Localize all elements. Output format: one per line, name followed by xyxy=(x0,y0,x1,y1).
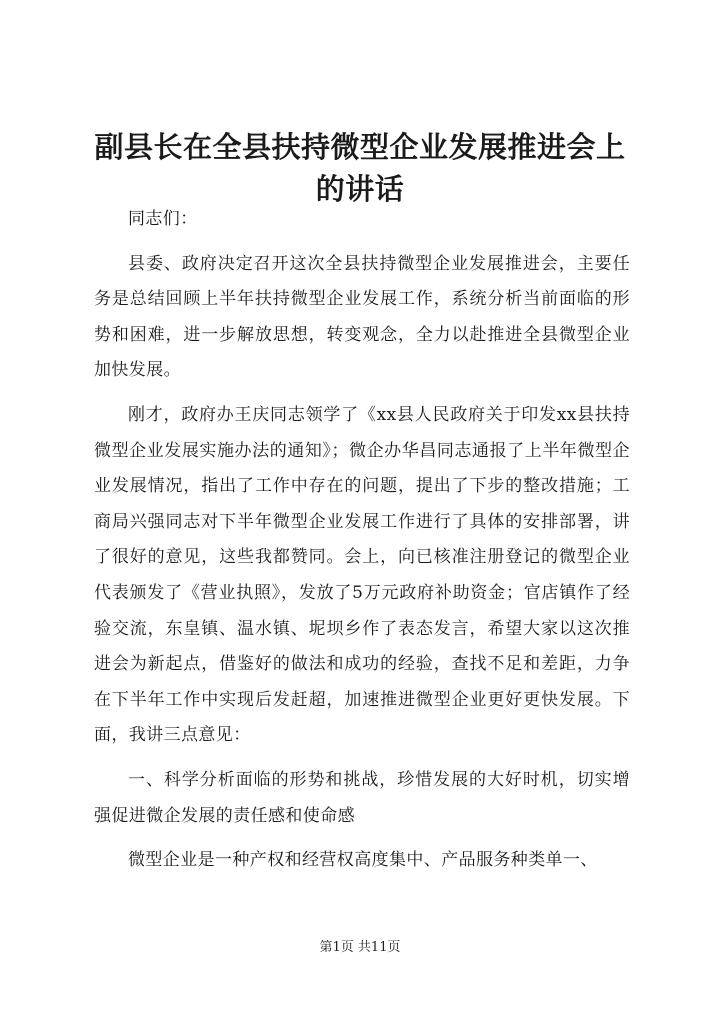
review-paragraph: 刚才，政府办王庆同志领学了《xx县人民政府关于印发xx县扶持微型企业发展实施办法的通知》；微企办华昌同志通报了上半年微型企业发展情况，指出了工作中存在的问题，提出了下步的整改措施；工商局兴强同志对下半年微型企业发展工作进行了具体的安排部署，讲了很好的意见，这些我都赞同。会上，向已核准注册登记的微型企业代表颁发了《营业执照》，发放了5万元政府补助资金；官店镇作了经验交流，东皇镇、温水镇、坭坝乡作了表态发言，希望大家以这次推进会为新起点，借鉴好的做法和成功的经验，查找不足和差距，力争在下半年工作中实现后发赶超，加速推进微型企业更好更快发展。下面，我讲三点意见： xyxy=(94,404,630,746)
salutation-paragraph: 同志们： xyxy=(128,209,198,229)
page-number-footer: 第1页 共11页 xyxy=(319,940,401,955)
document-title: 副县长在全县扶持微型企业发展推进会上的讲话 xyxy=(94,130,626,206)
document-body xyxy=(94,202,630,888)
section-heading-paragraph: 一、科学分析面临的形势和挑战，珍惜发展的大好时机，切实增强促进微企发展的责任感和使命感 xyxy=(94,769,630,826)
intro-paragraph: 县委、政府决定召开这次全县扶持微型企业发展推进会，主要任务是总结回顾上半年扶持微型企业发展工作，系统分析当前面临的形势和困难，进一步解放思想，转变观念，全力以赴推进全县微型企业加快发展。 xyxy=(94,253,630,381)
section-body-paragraph: 微型企业是一种产权和经营权高度集中、产品服务种类单一、 xyxy=(128,850,598,871)
